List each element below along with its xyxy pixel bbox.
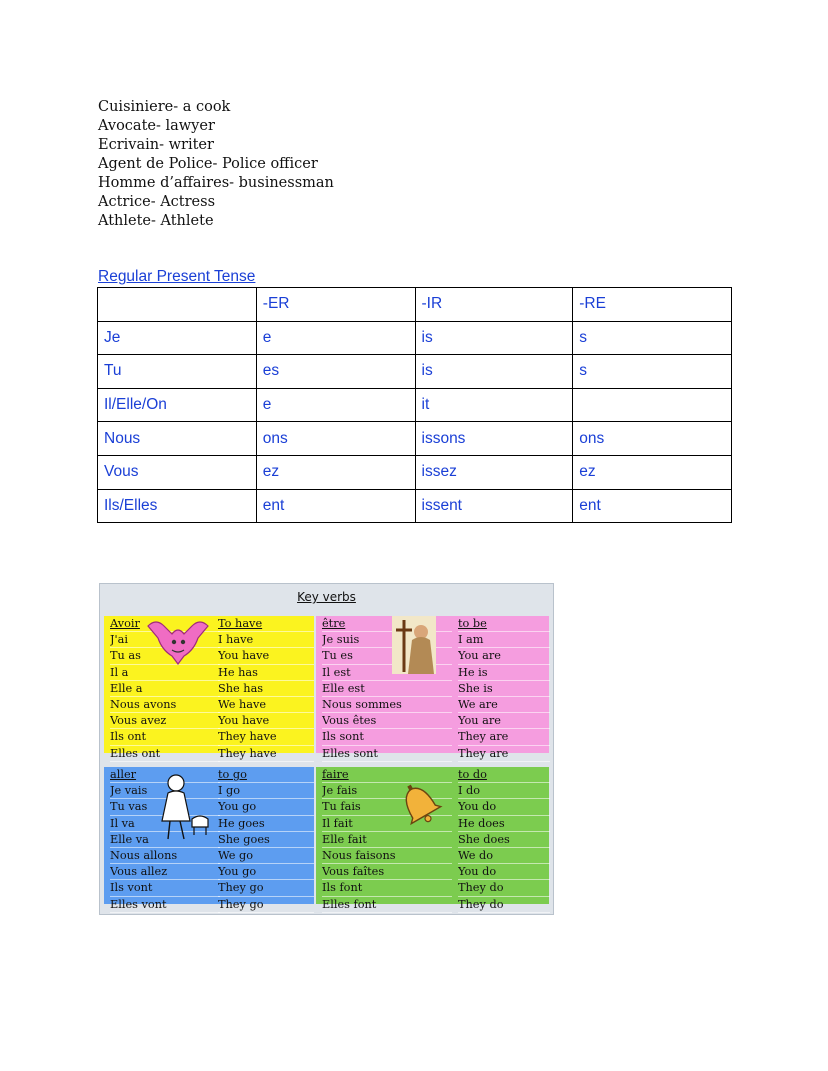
key-verbs-title: Key verbs xyxy=(297,590,356,604)
table-cell: ent xyxy=(256,489,415,523)
verb-translation: He does xyxy=(458,816,550,832)
verb-translation: They are xyxy=(458,729,550,745)
verb-form: Elles font xyxy=(322,897,452,913)
verb-form: Vous êtes xyxy=(322,713,452,729)
verb-translation: We have xyxy=(218,697,314,713)
verb-translation: They go xyxy=(218,897,314,913)
table-cell: Il/Elle/On xyxy=(98,388,257,422)
verb-form: Ils ont xyxy=(110,729,220,745)
verb-form: Vous allez xyxy=(110,864,220,880)
table-cell: e xyxy=(256,321,415,355)
table-cell: Vous xyxy=(98,455,257,489)
verb-form: Je fais xyxy=(322,783,452,799)
aller-english-column xyxy=(212,767,314,913)
verb-infinitive: être xyxy=(322,616,452,632)
verb-form: Vous faîtes xyxy=(322,864,452,880)
table-cell: Nous xyxy=(98,422,257,456)
table-cell: is xyxy=(415,355,573,389)
key-verbs-chart xyxy=(99,583,554,915)
vocabulary-list xyxy=(98,98,334,231)
walking-girl-with-dog-icon xyxy=(156,771,216,843)
verb-form: Elle fait xyxy=(322,832,452,848)
table-cell: ons xyxy=(573,422,732,456)
tense-table-title: Regular Present Tense xyxy=(98,268,256,285)
table-cell xyxy=(98,288,257,322)
table-header-row xyxy=(98,288,732,322)
verb-form: Elle a xyxy=(110,681,220,697)
aller-block xyxy=(104,767,314,911)
vocab-item: Agent de Police- Police officer xyxy=(98,156,318,172)
verb-translation: He has xyxy=(218,665,314,681)
verb-translation: to go xyxy=(218,767,314,783)
verb-translation: To have xyxy=(218,616,314,632)
verb-translation: She goes xyxy=(218,832,314,848)
verb-form: J'ai xyxy=(110,632,220,648)
verb-form: Ils sont xyxy=(322,729,452,745)
verb-translation: They do xyxy=(458,897,550,913)
monk-with-cross-icon xyxy=(392,616,436,674)
table-cell: s xyxy=(573,321,732,355)
verb-translation: I have xyxy=(218,632,314,648)
table-cell xyxy=(573,388,732,422)
bell-icon xyxy=(394,779,444,827)
table-cell: ons xyxy=(256,422,415,456)
avoir-english-column xyxy=(212,616,314,762)
verb-form: Ils font xyxy=(322,880,452,896)
verb-translation: I am xyxy=(458,632,550,648)
verb-form: Je vais xyxy=(110,783,220,799)
vocab-item: Athlete- Athlete xyxy=(98,213,214,229)
table-cell: issent xyxy=(415,489,573,523)
verb-form: Nous avons xyxy=(110,697,220,713)
verb-infinitive: faire xyxy=(322,767,452,783)
vocab-item: Ecrivain- writer xyxy=(98,137,214,153)
verb-translation: to do xyxy=(458,767,550,783)
verb-translation: They do xyxy=(458,880,550,896)
verb-form: Vous avez xyxy=(110,713,220,729)
table-row xyxy=(98,355,732,389)
table-cell: issez xyxy=(415,455,573,489)
tense-table xyxy=(97,287,732,523)
etre-english-column xyxy=(452,616,550,762)
verb-form: Nous sommes xyxy=(322,697,452,713)
verb-translation: to be xyxy=(458,616,550,632)
verb-translation: She is xyxy=(458,681,550,697)
table-cell: e xyxy=(256,388,415,422)
verb-form: Elles vont xyxy=(110,897,220,913)
table-cell: is xyxy=(415,321,573,355)
table-row xyxy=(98,489,732,523)
avoir-block xyxy=(104,616,314,760)
verb-translation: We go xyxy=(218,848,314,864)
table-row xyxy=(98,422,732,456)
verb-form: Nous faisons xyxy=(322,848,452,864)
faire-block xyxy=(316,767,549,911)
verb-form: Il fait xyxy=(322,816,452,832)
verb-translation: We do xyxy=(458,848,550,864)
table-row xyxy=(98,388,732,422)
verb-form: Je suis xyxy=(322,632,452,648)
table-cell: -RE xyxy=(573,288,732,322)
verb-form: Elle va xyxy=(110,832,220,848)
verb-translation: She does xyxy=(458,832,550,848)
table-cell: ez xyxy=(573,455,732,489)
table-cell: s xyxy=(573,355,732,389)
verb-translation: You do xyxy=(458,864,550,880)
vocab-item: Cuisiniere- a cook xyxy=(98,99,231,115)
table-cell: Tu xyxy=(98,355,257,389)
table-cell: ent xyxy=(573,489,732,523)
verb-form: Il a xyxy=(110,665,220,681)
table-cell: -IR xyxy=(415,288,573,322)
verb-translation: You have xyxy=(218,648,314,664)
verb-translation: They are xyxy=(458,746,550,762)
verb-form: Ils vont xyxy=(110,880,220,896)
verb-translation: You are xyxy=(458,648,550,664)
verb-translation: You have xyxy=(218,713,314,729)
verb-form: Elle est xyxy=(322,681,452,697)
vocab-item: Homme d’affaires- businessman xyxy=(98,175,334,191)
verb-translation: You go xyxy=(218,864,314,880)
verb-translation: He goes xyxy=(218,816,314,832)
verb-infinitive: Avoir xyxy=(110,616,220,632)
vocab-item: Actrice- Actress xyxy=(98,194,216,210)
vocab-item: Avocate- lawyer xyxy=(98,118,215,134)
verb-translation: She has xyxy=(218,681,314,697)
table-cell: issons xyxy=(415,422,573,456)
verb-form: Tu es xyxy=(322,648,452,664)
verb-translation: You are xyxy=(458,713,550,729)
verb-form: Il va xyxy=(110,816,220,832)
faire-english-column xyxy=(452,767,550,913)
pink-panther-icon xyxy=(142,616,214,668)
verb-translation: We are xyxy=(458,697,550,713)
verb-translation: I do xyxy=(458,783,550,799)
verb-translation: They have xyxy=(218,729,314,745)
verb-form: Tu vas xyxy=(110,799,220,815)
verb-translation: You go xyxy=(218,799,314,815)
verb-form: Nous allons xyxy=(110,848,220,864)
table-cell: it xyxy=(415,388,573,422)
verb-form: Elles sont xyxy=(322,746,452,762)
table-cell: ez xyxy=(256,455,415,489)
verb-translation: I go xyxy=(218,783,314,799)
verb-translation: They have xyxy=(218,746,314,762)
table-row xyxy=(98,321,732,355)
verb-form: Il est xyxy=(322,665,452,681)
table-cell: -ER xyxy=(256,288,415,322)
etre-block xyxy=(316,616,549,760)
table-cell: es xyxy=(256,355,415,389)
verb-form: Elles ont xyxy=(110,746,220,762)
table-row xyxy=(98,455,732,489)
table-cell: Ils/Elles xyxy=(98,489,257,523)
verb-translation: He is xyxy=(458,665,550,681)
verb-translation: They go xyxy=(218,880,314,896)
table-cell: Je xyxy=(98,321,257,355)
verb-form: Tu as xyxy=(110,648,220,664)
verb-form: Tu fais xyxy=(322,799,452,815)
verb-translation: You do xyxy=(458,799,550,815)
verb-infinitive: aller xyxy=(110,767,220,783)
